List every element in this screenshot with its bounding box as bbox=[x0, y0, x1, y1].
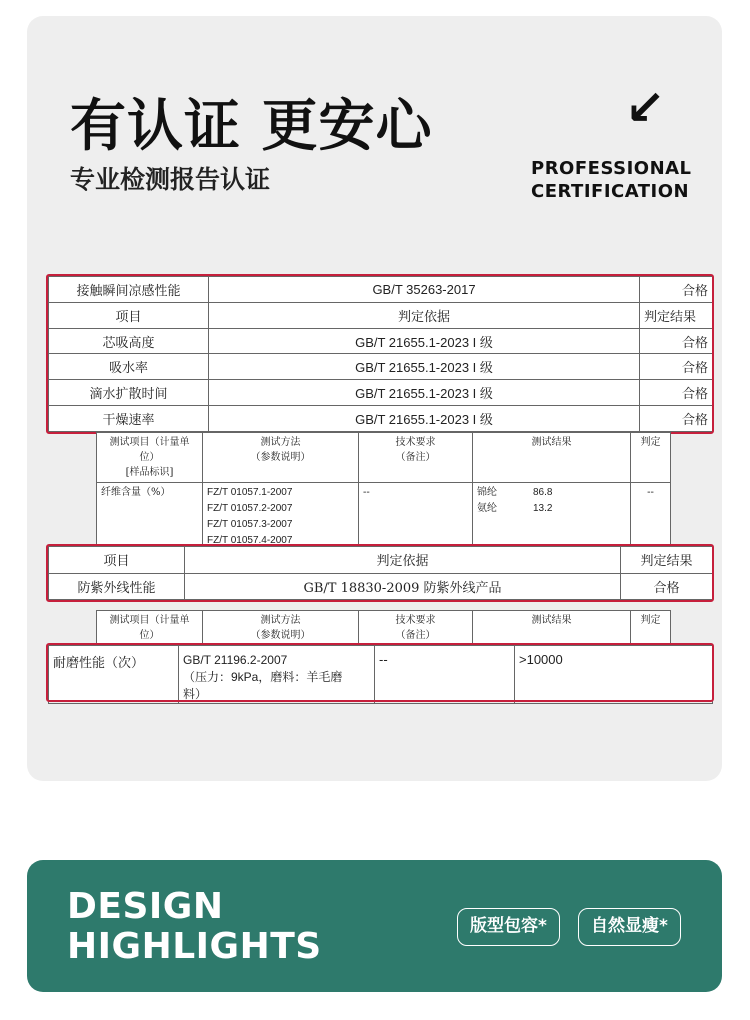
page-title: 有认证 更安心 bbox=[70, 94, 433, 159]
table-cell: GB/T 21655.1-2023 I 级 bbox=[209, 406, 640, 432]
table-header: 技术要求 （备注） bbox=[359, 611, 473, 661]
performance-table bbox=[48, 276, 712, 432]
table-cell: GB/T 35263-2017 bbox=[209, 277, 640, 303]
table-cell: GB/T 21655.1-2023 I 级 bbox=[209, 354, 640, 380]
en-label-certification: CERTIFICATION bbox=[531, 181, 690, 202]
table-cell: 合格 bbox=[640, 328, 713, 354]
table-cell: 合格 bbox=[640, 354, 713, 380]
uv-table bbox=[48, 546, 712, 600]
abrasion-table bbox=[48, 645, 712, 700]
table-cell: 合格 bbox=[640, 277, 713, 303]
table-row bbox=[49, 328, 713, 354]
table-header: 测试项目（计量单位） [样品标识] bbox=[97, 433, 203, 483]
fiber-result-values: 86.8 13.2 bbox=[533, 487, 553, 514]
abrasion-header-table bbox=[96, 610, 670, 644]
fiber-verdict: -- bbox=[631, 483, 671, 568]
table-header: 技术要求 （备注） bbox=[359, 433, 473, 483]
banner-title-line2: HIGHLIGHTS bbox=[67, 926, 322, 967]
fiber-requirement: -- bbox=[359, 483, 473, 568]
table-row bbox=[49, 406, 713, 432]
table-header: 判定 bbox=[631, 433, 671, 483]
table-cell: 吸水率 bbox=[49, 354, 209, 380]
table-header: 测试结果 bbox=[473, 433, 631, 483]
table-cell: GB/T 21655.1-2023 I 级 bbox=[209, 328, 640, 354]
table-row bbox=[49, 547, 713, 574]
table-cell: 判定依据 bbox=[209, 302, 640, 328]
en-label-professional: PROFESSIONAL bbox=[531, 158, 692, 179]
fiber-item: 纤维含量（%） bbox=[97, 483, 203, 568]
uv-item: 防紫外线性能 bbox=[49, 573, 185, 600]
table-header: 判定依据 bbox=[185, 547, 621, 574]
table-cell: 合格 bbox=[640, 380, 713, 406]
table-row bbox=[49, 380, 713, 406]
table-row bbox=[49, 573, 713, 600]
table-cell: 合格 bbox=[640, 406, 713, 432]
design-highlights-banner bbox=[27, 860, 722, 992]
fiber-report-table bbox=[96, 432, 670, 546]
table-header: 项目 bbox=[49, 547, 185, 574]
uv-basis: GB/T 18830-2009 防紫外线产品 bbox=[185, 573, 621, 600]
abrasion-method: GB/T 21196.2-2007 （压力：9kPa，磨料：羊毛磨 料） bbox=[179, 646, 375, 704]
table-header: 测试方法 （参数说明） bbox=[203, 611, 359, 661]
table-cell: 干燥速率 bbox=[49, 406, 209, 432]
table-row bbox=[97, 433, 671, 483]
table-cell: 滴水扩散时间 bbox=[49, 380, 209, 406]
arrow-down-left-icon: ↙ bbox=[625, 80, 666, 136]
table-cell: 判定结果 bbox=[640, 302, 713, 328]
table-row bbox=[49, 302, 713, 328]
fiber-result-names: 锦纶 氨纶 bbox=[477, 487, 497, 514]
abrasion-item: 耐磨性能（次） bbox=[49, 646, 179, 704]
table-header: 测试结果 bbox=[473, 611, 631, 661]
table-header: 测试方法 （参数说明） bbox=[203, 433, 359, 483]
page-subtitle: 专业检测报告认证 bbox=[70, 165, 271, 194]
table-header: 判定结果 bbox=[621, 547, 713, 574]
table-header: 判定 bbox=[631, 611, 671, 661]
table-row bbox=[49, 277, 713, 303]
tag-pill: 版型包容* bbox=[457, 908, 560, 946]
abrasion-result: >10000 bbox=[515, 646, 713, 704]
banner-title-line1: DESIGN bbox=[67, 886, 224, 927]
fiber-methods: FZ/T 01057.1-2007 FZ/T 01057.2-2007 FZ/T 01057.3-2007 FZ/T 01057.4-2007 bbox=[203, 483, 359, 568]
uv-result: 合格 bbox=[621, 573, 713, 600]
table-row bbox=[49, 646, 713, 704]
table-row bbox=[49, 354, 713, 380]
table-cell: 芯吸高度 bbox=[49, 328, 209, 354]
table-header: 测试项目（计量单位） bbox=[97, 611, 203, 661]
abrasion-requirement: -- bbox=[375, 646, 515, 704]
table-cell: 接触瞬间凉感性能 bbox=[49, 277, 209, 303]
table-cell: GB/T 21655.1-2023 I 级 bbox=[209, 380, 640, 406]
table-cell: 项目 bbox=[49, 302, 209, 328]
tag-pill: 自然显瘦* bbox=[578, 908, 681, 946]
